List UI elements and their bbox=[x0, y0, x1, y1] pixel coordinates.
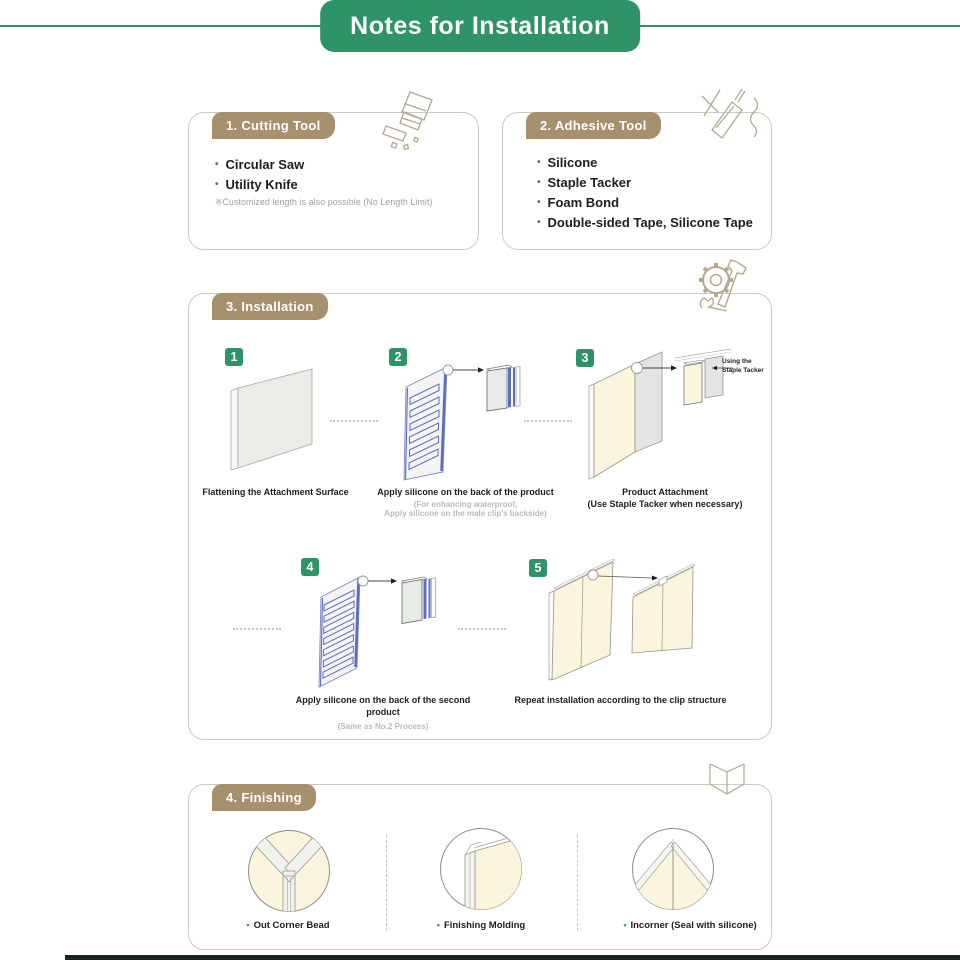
gear-wrench-icon bbox=[690, 256, 758, 322]
bullet-icon: • bbox=[246, 920, 250, 930]
dashed-divider bbox=[386, 835, 387, 931]
bullet-icon: • bbox=[215, 179, 219, 190]
bullet-icon: • bbox=[537, 177, 541, 188]
list-item bbox=[537, 155, 753, 170]
out-corner-bead-diagram bbox=[246, 828, 332, 914]
dotted-separator bbox=[458, 628, 506, 630]
finishing-caption-3: • Incorner (Seal with silicone) bbox=[623, 920, 757, 931]
list-item bbox=[537, 215, 753, 230]
bullet-icon: • bbox=[623, 920, 627, 930]
step-badge-2: 2 bbox=[389, 348, 407, 366]
dotted-separator bbox=[524, 420, 572, 422]
step5-caption: Repeat installation according to the clip structure bbox=[514, 695, 727, 705]
step5-diagram bbox=[540, 556, 735, 686]
dotted-separator bbox=[330, 420, 378, 422]
cutting-tool-label: 1. Cutting Tool bbox=[212, 112, 335, 139]
list-item bbox=[537, 175, 753, 190]
dotted-separator bbox=[233, 628, 281, 630]
finishing-caption-2: • Finishing Molding bbox=[436, 920, 526, 931]
tool-item-label: Silicone bbox=[547, 155, 598, 170]
dashed-divider bbox=[577, 835, 578, 931]
finishing-caption-1: • Out Corner Bead bbox=[246, 920, 330, 931]
step2-diagram bbox=[395, 360, 525, 485]
bullet-icon: • bbox=[537, 157, 541, 168]
step-badge-4: 4 bbox=[301, 558, 319, 576]
tool-item-label: Utility Knife bbox=[225, 177, 298, 192]
adhesive-tool-list bbox=[537, 155, 753, 235]
incorner-diagram bbox=[630, 826, 716, 912]
corner-bead-icon bbox=[700, 756, 754, 804]
list-item bbox=[215, 157, 433, 172]
bullet-icon: • bbox=[215, 159, 219, 170]
page-title: Notes for Installation bbox=[320, 0, 640, 52]
utility-knife-icon bbox=[374, 90, 446, 152]
bullet-icon: • bbox=[537, 217, 541, 228]
tool-item-label: Staple Tacker bbox=[547, 175, 632, 190]
tool-item-label: Double-sided Tape, Silicone Tape bbox=[547, 215, 753, 230]
cutting-tool-list bbox=[215, 157, 433, 208]
cutting-note: ※Customized length is also possible (No Length Limit) bbox=[215, 197, 433, 207]
finishing-label: 4. Finishing bbox=[212, 784, 316, 811]
list-item bbox=[537, 195, 753, 210]
step-badge-1: 1 bbox=[225, 348, 243, 366]
list-item bbox=[215, 177, 433, 192]
step4-diagram bbox=[296, 572, 446, 694]
step-badge-5: 5 bbox=[529, 559, 547, 577]
installation-label: 3. Installation bbox=[212, 293, 328, 320]
finishing-molding-diagram bbox=[438, 826, 524, 912]
step3-annotation: Using the Staple Tacker bbox=[722, 358, 764, 374]
step-badge-3: 3 bbox=[576, 349, 594, 367]
tool-item-label: Circular Saw bbox=[225, 157, 305, 172]
bullet-icon: • bbox=[436, 920, 440, 930]
step4-caption: Apply silicone on the back of the second product (Same as No.2 Process) bbox=[295, 695, 471, 731]
step3-caption: Product Attachment (Use Staple Tacker when necessary) bbox=[587, 487, 743, 509]
step1-diagram bbox=[228, 364, 320, 472]
silicone-tube-icon bbox=[694, 84, 768, 152]
tool-item-label: Foam Bond bbox=[547, 195, 620, 210]
adhesive-tool-label: 2. Adhesive Tool bbox=[526, 112, 661, 139]
bottom-divider-bar bbox=[65, 955, 960, 960]
step1-caption: Flattening the Attachment Surface bbox=[202, 487, 349, 497]
bullet-icon: • bbox=[537, 197, 541, 208]
step2-caption: Apply silicone on the back of the product (For enhancing waterproof, Apply silicone on the male clip's backside) bbox=[377, 487, 554, 518]
